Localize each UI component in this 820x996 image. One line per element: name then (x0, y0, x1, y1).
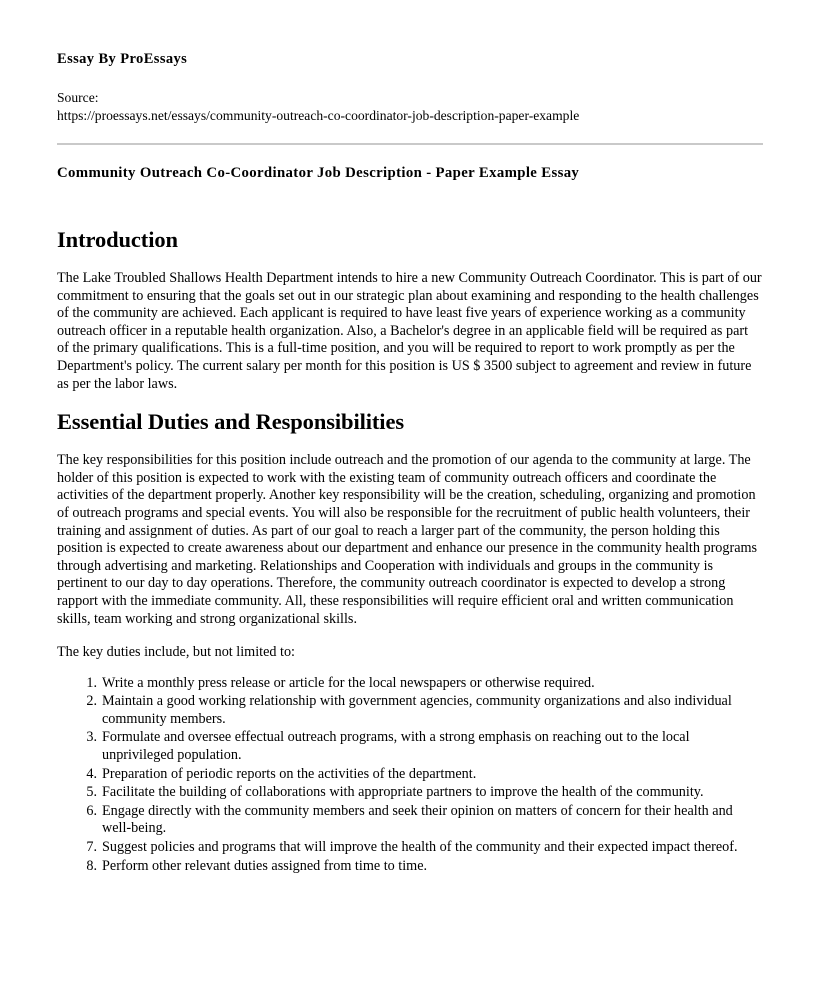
list-item: Formulate and oversee effectual outreach programs, with a strong emphasis on reaching out to the local unprivileged population. (102, 729, 690, 764)
page-title: Community Outreach Co-Coordinator Job Description - Paper Example Essay (57, 165, 580, 181)
section-heading-introduction: Introduction (57, 227, 178, 252)
source-block (57, 89, 763, 124)
section-heading-essential-duties: Essential Duties and Responsibilities (57, 409, 404, 435)
list-item: Write a monthly press release or article for the local newspapers or otherwise required. (102, 674, 595, 691)
list-item: Engage directly with the community members and seek their opinion on matters of concern for their health and well-being. (102, 802, 733, 837)
list-item: Perform other relevant duties assigned from time to time. (102, 857, 428, 874)
introduction-paragraph: The Lake Troubled Shallows Health Department intends to hire a new Community Outreach Coordinator. This is part of our commitment to ensuring that the goals set out in our strategic plan about examining and responding to the health challenges of the community are achieved. Each applicant is required to have least five years of experience working as a community outreach officer in a reputable health organization. Also, a Bachelor's degree in an applicable field will be required as part of the primary qualifications. This is a full-time position, and you will be required to report to work promptly as per the Department's policy. The current salary per month for this position is US $ 3500 subject to agreement and review in future as per the labor laws. (57, 270, 762, 392)
source-label: Source: (57, 90, 99, 105)
site-masthead: Essay By ProEssays (57, 51, 188, 67)
duties-list-lead-in: The key duties include, but not limited to: (57, 644, 295, 661)
source-url[interactable]: https://proessays.net/essays/community-outreach-co-coordinator-job-description-paper-example (57, 107, 580, 123)
list-item: Suggest policies and programs that will improve the health of the community and their expected impact thereof. (102, 839, 738, 856)
duties-list (57, 675, 763, 876)
list-item: Maintain a good working relationship with government agencies, community organizations and also individual community members. (102, 693, 732, 727)
document-content (57, 50, 763, 875)
list-item: Facilitate the building of collaborations with appropriate partners to improve the health of the community. (102, 784, 704, 801)
header-divider (57, 143, 763, 145)
list-item: Preparation of periodic reports on the activities of the department. (102, 765, 477, 782)
essential-duties-paragraph: The key responsibilities for this position include outreach and the promotion of our agenda to the community at large. The holder of this position is expected to work with the existing team of community outreach officers and coordinate the activities of the department properly. Another key responsibility will be the creation, scheduling, organizing and promotion of outreach programs and special events. You will also be responsible for the recruitment of public health volunteers, their training and assignment of duties. As part of our goal to reach a larger part of the community, the person holding this position is expected to create awareness about our department and enhance our presence in the community health programs through advertising and marketing. Relationships and Cooperation with individuals and groups in the community is pertinent to our day to day operations. Therefore, the community outreach coordinator is expected to develop a strong rapport with the immediate community. All, these responsibilities will require efficient oral and written communication skills, team working and strong organizational skills. (57, 452, 758, 627)
